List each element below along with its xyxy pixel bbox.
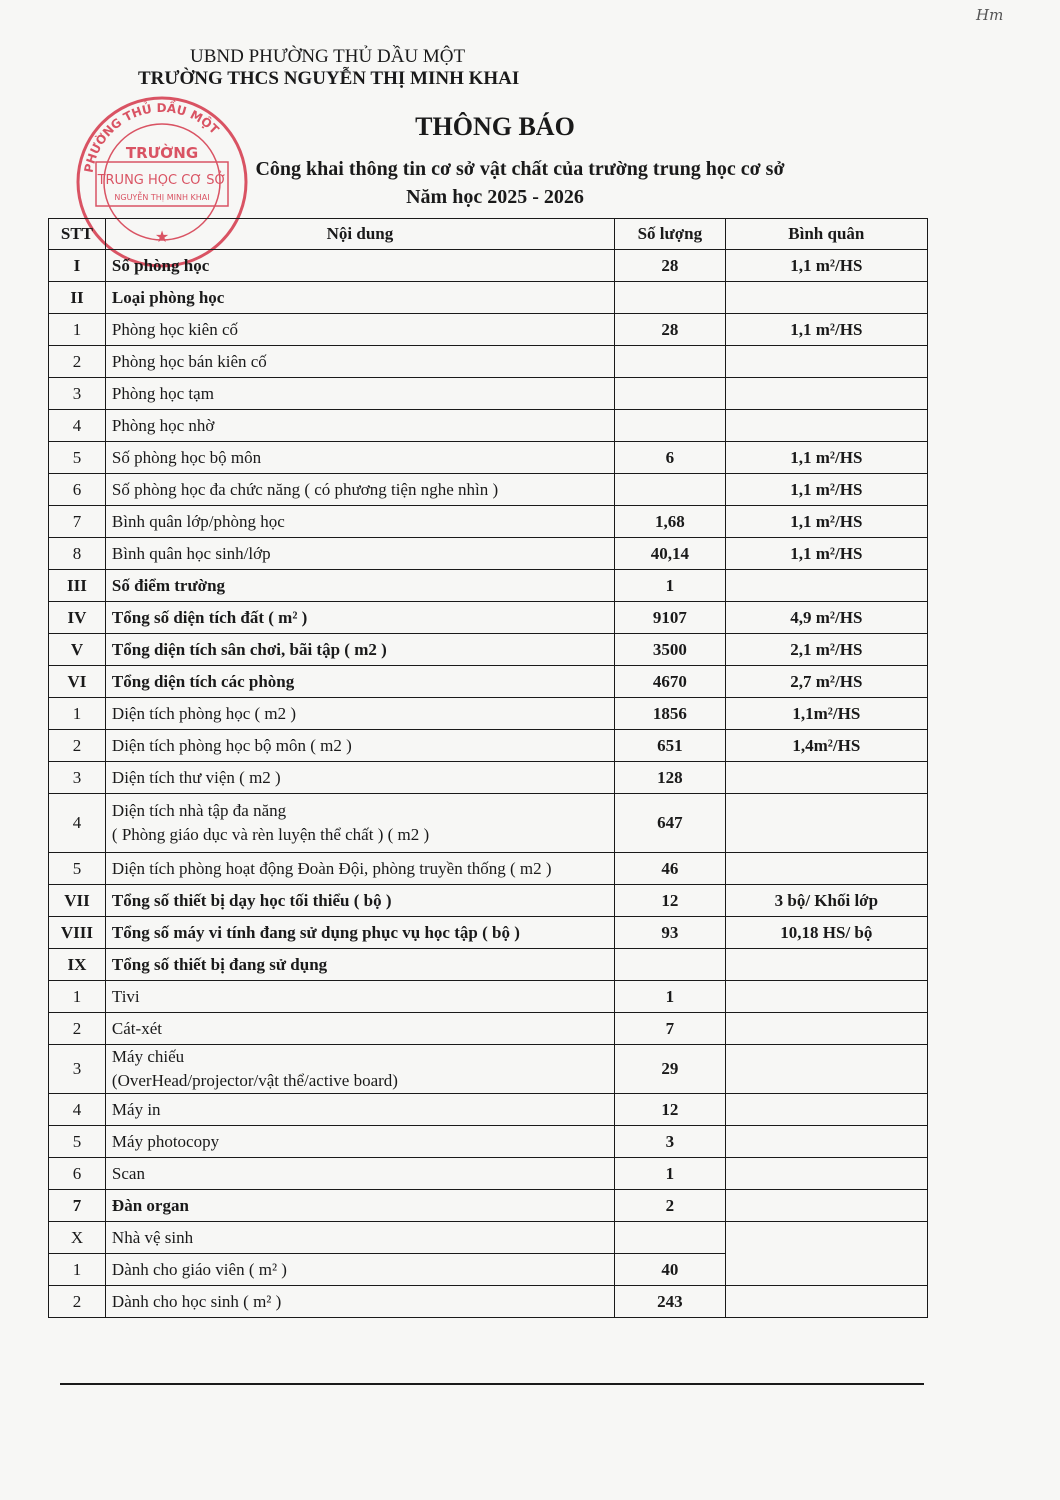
row-content: Dành cho học sinh ( m² ) [105, 1286, 614, 1318]
row-content: Bình quân học sinh/lớp [105, 538, 614, 570]
row-stt: 6 [49, 474, 106, 506]
row-average [725, 762, 927, 794]
row-quantity: 29 [615, 1045, 726, 1094]
row-stt: VI [49, 666, 106, 698]
row-content: Diện tích phòng học ( m2 ) [105, 698, 614, 730]
stamp-ring-text: PHƯỜNG THỦ DẦU MỘT [81, 100, 222, 174]
row-average: 1,1 m²/HS [725, 474, 927, 506]
col-header-stt: STT [49, 219, 106, 250]
authority-name: UBND PHƯỜNG THỦ DẦU MỘT [190, 46, 466, 67]
row-average: 1,1 m²/HS [725, 538, 927, 570]
row-quantity [615, 1222, 726, 1254]
row-quantity: 40,14 [615, 538, 726, 570]
table-row [49, 378, 928, 410]
table-row [49, 1126, 928, 1158]
row-average: 1,1 m²/HS [725, 442, 927, 474]
table-body [49, 250, 928, 1318]
table-row [49, 917, 928, 949]
row-quantity: 93 [615, 917, 726, 949]
row-quantity: 651 [615, 730, 726, 762]
row-quantity: 3 [615, 1126, 726, 1158]
row-stt: VII [49, 885, 106, 917]
row-average [725, 282, 927, 314]
row-quantity [615, 378, 726, 410]
stamp-line-1: TRƯỜNG [125, 144, 199, 162]
row-content: Tổng diện tích sân chơi, bãi tập ( m2 ) [105, 634, 614, 666]
table-row [49, 1158, 928, 1190]
row-quantity: 2 [615, 1190, 726, 1222]
row-stt: 1 [49, 1254, 106, 1286]
row-quantity [615, 949, 726, 981]
row-stt: III [49, 570, 106, 602]
stamp-line-3: NGUYỄN THỊ MINH KHAI [114, 193, 210, 202]
row-quantity [615, 474, 726, 506]
row-quantity: 28 [615, 250, 726, 282]
row-stt: 2 [49, 1286, 106, 1318]
table-row [49, 1094, 928, 1126]
row-stt: 8 [49, 538, 106, 570]
row-quantity: 3500 [615, 634, 726, 666]
table-row [49, 1045, 928, 1094]
row-content [105, 794, 614, 853]
table-row [49, 666, 928, 698]
table-row [49, 794, 928, 853]
row-stt: 3 [49, 1045, 106, 1094]
row-average [725, 410, 927, 442]
row-stt: 4 [49, 1094, 106, 1126]
row-quantity: 647 [615, 794, 726, 853]
row-average: 1,1 m²/HS [725, 506, 927, 538]
row-average [725, 1158, 927, 1190]
row-stt: IV [49, 602, 106, 634]
row-quantity: 28 [615, 314, 726, 346]
row-content: Bình quân lớp/phòng học [105, 506, 614, 538]
table-row [49, 506, 928, 538]
row-average [725, 1013, 927, 1045]
row-content: Diện tích phòng hoạt động Đoàn Đội, phòng truyền thống ( m2 ) [105, 853, 614, 885]
row-average: 1,1 m²/HS [725, 314, 927, 346]
row-quantity: 1 [615, 981, 726, 1013]
row-quantity: 12 [615, 885, 726, 917]
row-stt: VIII [49, 917, 106, 949]
row-content [105, 1045, 614, 1094]
row-content: Loại phòng học [105, 282, 614, 314]
row-content: Phòng học bán kiên cố [105, 346, 614, 378]
table-row [49, 981, 928, 1013]
row-stt: X [49, 1222, 106, 1254]
row-stt: 2 [49, 730, 106, 762]
stamp-line-2: TRUNG HỌC CƠ SỞ [97, 173, 227, 188]
row-quantity: 4670 [615, 666, 726, 698]
row-content: Phòng học nhờ [105, 410, 614, 442]
col-header-avg: Bình quân [725, 219, 927, 250]
row-average [725, 570, 927, 602]
row-quantity: 1 [615, 570, 726, 602]
row-quantity [615, 282, 726, 314]
col-header-content: Nội dung [105, 219, 614, 250]
table-row [49, 1286, 928, 1318]
row-content-line-1: Máy chiếu [111, 1047, 185, 1066]
row-stt: 3 [49, 762, 106, 794]
row-quantity: 1856 [615, 698, 726, 730]
row-average [725, 981, 927, 1013]
page-subtitle: Công khai thông tin cơ sở vật chất của trường trung học cơ sở [255, 158, 785, 180]
row-average: 1,1 m²/HS [725, 250, 927, 282]
row-content: Số điểm trường [105, 570, 614, 602]
table-header-row [49, 219, 928, 250]
row-average [725, 1190, 927, 1222]
table-row [49, 853, 928, 885]
table-row [49, 410, 928, 442]
col-header-qty: Số lượng [615, 219, 726, 250]
row-content-line-2: ( Phòng giáo dục và rèn luyện thể chất ) ( m2 ) [111, 825, 430, 844]
table-row [49, 1190, 928, 1222]
table-row [49, 762, 928, 794]
row-content: Diện tích thư viện ( m2 ) [105, 762, 614, 794]
row-average [725, 378, 927, 410]
row-content: Diện tích phòng học bộ môn ( m2 ) [105, 730, 614, 762]
table-row [49, 570, 928, 602]
page-title: THÔNG BÁO [415, 112, 575, 141]
table-row [49, 698, 928, 730]
table-row [49, 250, 928, 282]
bottom-divider [60, 1383, 924, 1385]
row-quantity [615, 410, 726, 442]
row-average: 4,9 m²/HS [725, 602, 927, 634]
row-content: Tivi [105, 981, 614, 1013]
row-stt: 1 [49, 698, 106, 730]
row-content: Nhà vệ sinh [105, 1222, 614, 1254]
row-average: 10,18 HS/ bộ [725, 917, 927, 949]
row-stt: 5 [49, 1126, 106, 1158]
row-stt: II [49, 282, 106, 314]
row-average: 1,4m²/HS [725, 730, 927, 762]
table-row [49, 282, 928, 314]
row-stt: 1 [49, 314, 106, 346]
table-row [49, 885, 928, 917]
table-row [49, 538, 928, 570]
row-content: Scan [105, 1158, 614, 1190]
row-quantity: 243 [615, 1286, 726, 1318]
table-row [49, 314, 928, 346]
row-stt: 5 [49, 442, 106, 474]
table-row [49, 346, 928, 378]
table-row [49, 634, 928, 666]
row-quantity: 1 [615, 1158, 726, 1190]
row-average [725, 1286, 927, 1318]
row-content-line-2: (OverHead/projector/vật thể/active board) [111, 1071, 398, 1090]
table-row [49, 1222, 928, 1254]
row-content: Cát-xét [105, 1013, 614, 1045]
row-quantity: 1,68 [615, 506, 726, 538]
row-content: Máy photocopy [105, 1126, 614, 1158]
row-average [725, 949, 927, 981]
table-row [49, 730, 928, 762]
row-average: 1,1m²/HS [725, 698, 927, 730]
table-row [49, 949, 928, 981]
row-content-line-1: Diện tích nhà tập đa năng [111, 801, 287, 820]
school-year: Năm học 2025 - 2026 [406, 186, 584, 208]
row-stt: IX [49, 949, 106, 981]
row-average [725, 1045, 927, 1094]
row-quantity: 7 [615, 1013, 726, 1045]
table-row [49, 1013, 928, 1045]
row-stt: 7 [49, 506, 106, 538]
row-content: Số phòng học [105, 250, 614, 282]
row-stt: 4 [49, 410, 106, 442]
row-average [725, 346, 927, 378]
row-content: Tổng số máy vi tính đang sử dụng phục vụ học tập ( bộ ) [105, 917, 614, 949]
row-content: Tổng số thiết bị đang sử dụng [105, 949, 614, 981]
row-stt: 5 [49, 853, 106, 885]
row-content: Số phòng học đa chức năng ( có phương tiện nghe nhìn ) [105, 474, 614, 506]
row-stt: 2 [49, 346, 106, 378]
row-average: 2,7 m²/HS [725, 666, 927, 698]
row-content: Tổng diện tích các phòng [105, 666, 614, 698]
row-average: 2,1 m²/HS [725, 634, 927, 666]
row-average [725, 853, 927, 885]
facilities-table [48, 218, 928, 1318]
row-content: Phòng học tạm [105, 378, 614, 410]
row-content: Dành cho giáo viên ( m² ) [105, 1254, 614, 1286]
row-stt: 3 [49, 378, 106, 410]
row-average: 3 bộ/ Khối lớp [725, 885, 927, 917]
row-average [725, 1126, 927, 1158]
row-average [725, 1222, 927, 1286]
row-stt: 2 [49, 1013, 106, 1045]
school-name: TRƯỜNG THCS NGUYỄN THỊ MINH KHAI [138, 68, 520, 89]
row-quantity: 6 [615, 442, 726, 474]
row-quantity: 128 [615, 762, 726, 794]
row-stt: 4 [49, 794, 106, 853]
table-row [49, 442, 928, 474]
row-stt: I [49, 250, 106, 282]
row-content: Phòng học kiên cố [105, 314, 614, 346]
row-average [725, 1094, 927, 1126]
svg-text:★: ★ [154, 227, 170, 246]
row-content: Máy in [105, 1094, 614, 1126]
row-quantity [615, 346, 726, 378]
row-quantity: 46 [615, 853, 726, 885]
corner-handwritten-mark: Hm [976, 6, 1004, 24]
row-stt: 7 [49, 1190, 106, 1222]
row-quantity: 12 [615, 1094, 726, 1126]
table-row [49, 602, 928, 634]
row-content: Đàn organ [105, 1190, 614, 1222]
table-row [49, 474, 928, 506]
row-content: Tổng số diện tích đất ( m² ) [105, 602, 614, 634]
row-stt: 1 [49, 981, 106, 1013]
row-content: Tổng số thiết bị dạy học tối thiểu ( bộ ) [105, 885, 614, 917]
row-quantity: 40 [615, 1254, 726, 1286]
row-content: Số phòng học bộ môn [105, 442, 614, 474]
row-quantity: 9107 [615, 602, 726, 634]
row-stt: 6 [49, 1158, 106, 1190]
row-stt: V [49, 634, 106, 666]
row-average [725, 794, 927, 853]
